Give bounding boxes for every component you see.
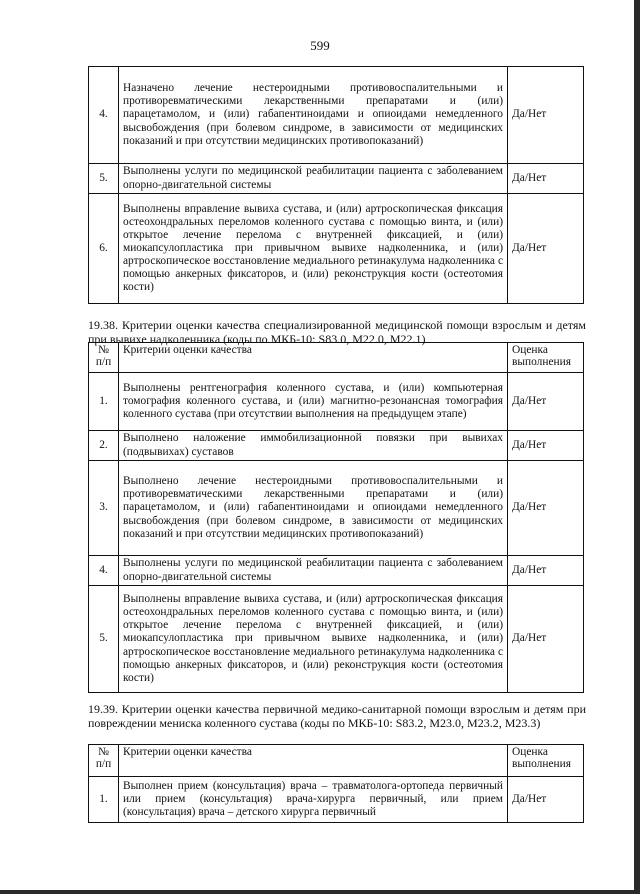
criterion-text: Назначено лечение нестероидными противовоспалительными и противоревматическими лекарственными препаратами и (или) парацетамолом, и (или) габапентиноидами и опиоидами немедленного высвобождения (при болевом синдроме, в зависимости от медицинских показаний и при отсутствии медицинских противопоказаний)	[119, 67, 508, 164]
row-number: 2.	[89, 431, 119, 461]
criteria-table-19-39	[88, 744, 584, 823]
table-header-row	[89, 343, 584, 373]
criterion-result: Да/Нет	[508, 556, 584, 586]
criterion-result: Да/Нет	[508, 164, 584, 194]
column-header-criteria: Критерии оценки качества	[119, 343, 508, 373]
row-number: 4.	[89, 556, 119, 586]
table-row	[89, 556, 584, 586]
criterion-text: Выполнены вправление вывиха сустава, и (или) артроскопическая фиксация остеохондральных переломов коленного сустава с помощью винта, и (или) открытое лечение перелома с внутренней фиксацией, и (или) миокапсулопластика при привычном вывихе надколенника, и (или) артроскопическое восстановление медиального ретинакулума надколенника с помощью анкерных фиксаторов, и (или) реконструкция кости (остеотомия кости)	[119, 586, 508, 693]
column-header-result: Оценка выполнения	[508, 745, 584, 777]
row-number: 3.	[89, 461, 119, 556]
column-header-number: № п/п	[89, 343, 119, 373]
row-number: 5.	[89, 164, 119, 194]
criterion-result: Да/Нет	[508, 777, 584, 823]
criterion-text: Выполнены услуги по медицинской реабилитации пациента с заболеванием опорно-двигательной системы	[119, 164, 508, 194]
criterion-result: Да/Нет	[508, 461, 584, 556]
table-row	[89, 777, 584, 823]
row-number: 1.	[89, 373, 119, 431]
section-title-19-38: 19.38. Критерии оценки качества специализированной медицинской помощи взрослым и детям при вывихе надколенника (коды по МКБ-10: S83.0, M22.0, M22.1)	[88, 318, 586, 346]
criterion-text: Выполнены услуги по медицинской реабилитации пациента с заболеванием опорно-двигательной системы	[119, 556, 508, 586]
table-row	[89, 373, 584, 431]
criterion-result: Да/Нет	[508, 194, 584, 304]
criteria-table-continued	[88, 66, 584, 304]
table-row	[89, 194, 584, 304]
criterion-result: Да/Нет	[508, 67, 584, 164]
table-row	[89, 67, 584, 164]
table-row	[89, 461, 584, 556]
section-title-19-39: 19.39. Критерии оценки качества первичной медико-санитарной помощи взрослым и детям при повреждении мениска коленного сустава (коды по МКБ-10: S83.2, M23.0, M23.2, M23.3)	[88, 702, 586, 730]
criterion-text: Выполнен прием (консультация) врача – травматолога-ортопеда первичный или прием (консультация) врача-хирурга первичный, или прием (консультация) врача – детского хирурга первичный	[119, 777, 508, 823]
table-row	[89, 586, 584, 693]
row-number: 5.	[89, 586, 119, 693]
table-row	[89, 431, 584, 461]
row-number: 1.	[89, 777, 119, 823]
column-header-number: № п/п	[89, 745, 119, 777]
scan-border-right	[634, 0, 640, 894]
table-row	[89, 164, 584, 194]
criterion-result: Да/Нет	[508, 373, 584, 431]
row-number: 6.	[89, 194, 119, 304]
column-header-criteria: Критерии оценки качества	[119, 745, 508, 777]
criterion-text: Выполнены вправление вывиха сустава, и (или) артроскопическая фиксация остеохондральных переломов коленного сустава с помощью винта, и (или) открытое лечение перелома с внутренней фиксацией, и (или) миокапсулопластика при привычном вывихе надколенника, и (или) артроскопическое восстановление медиального ретинакулума надколенника с помощью анкерных фиксаторов, и (или) реконструкция кости (остеотомия кости)	[119, 194, 508, 304]
column-header-result: Оценка выполнения	[508, 343, 584, 373]
criteria-table-19-38	[88, 342, 584, 693]
criterion-result: Да/Нет	[508, 586, 584, 693]
page-number: 599	[310, 38, 330, 53]
criterion-text: Выполнено наложение иммобилизационной повязки при вывихах (подвывихах) суставов	[119, 431, 508, 461]
criterion-result: Да/Нет	[508, 431, 584, 461]
criterion-text: Выполнено лечение нестероидными противовоспалительными и противоревматическими лекарственными препаратами и (или) парацетамолом, и (или) габапентиноидами и опиоидами немедленного высвобождения (при болевом синдроме, в зависимости от медицинских показаний и при отсутствии медицинских противопоказаний)	[119, 461, 508, 556]
scan-border-bottom	[0, 890, 640, 894]
criterion-text: Выполнены рентгенография коленного сустава, и (или) компьютерная томография коленного сустава, и (или) магнитно-резонансная томография коленного сустава (при отсутствии выполнения на предыдущем этапе)	[119, 373, 508, 431]
table-header-row	[89, 745, 584, 777]
row-number: 4.	[89, 67, 119, 164]
